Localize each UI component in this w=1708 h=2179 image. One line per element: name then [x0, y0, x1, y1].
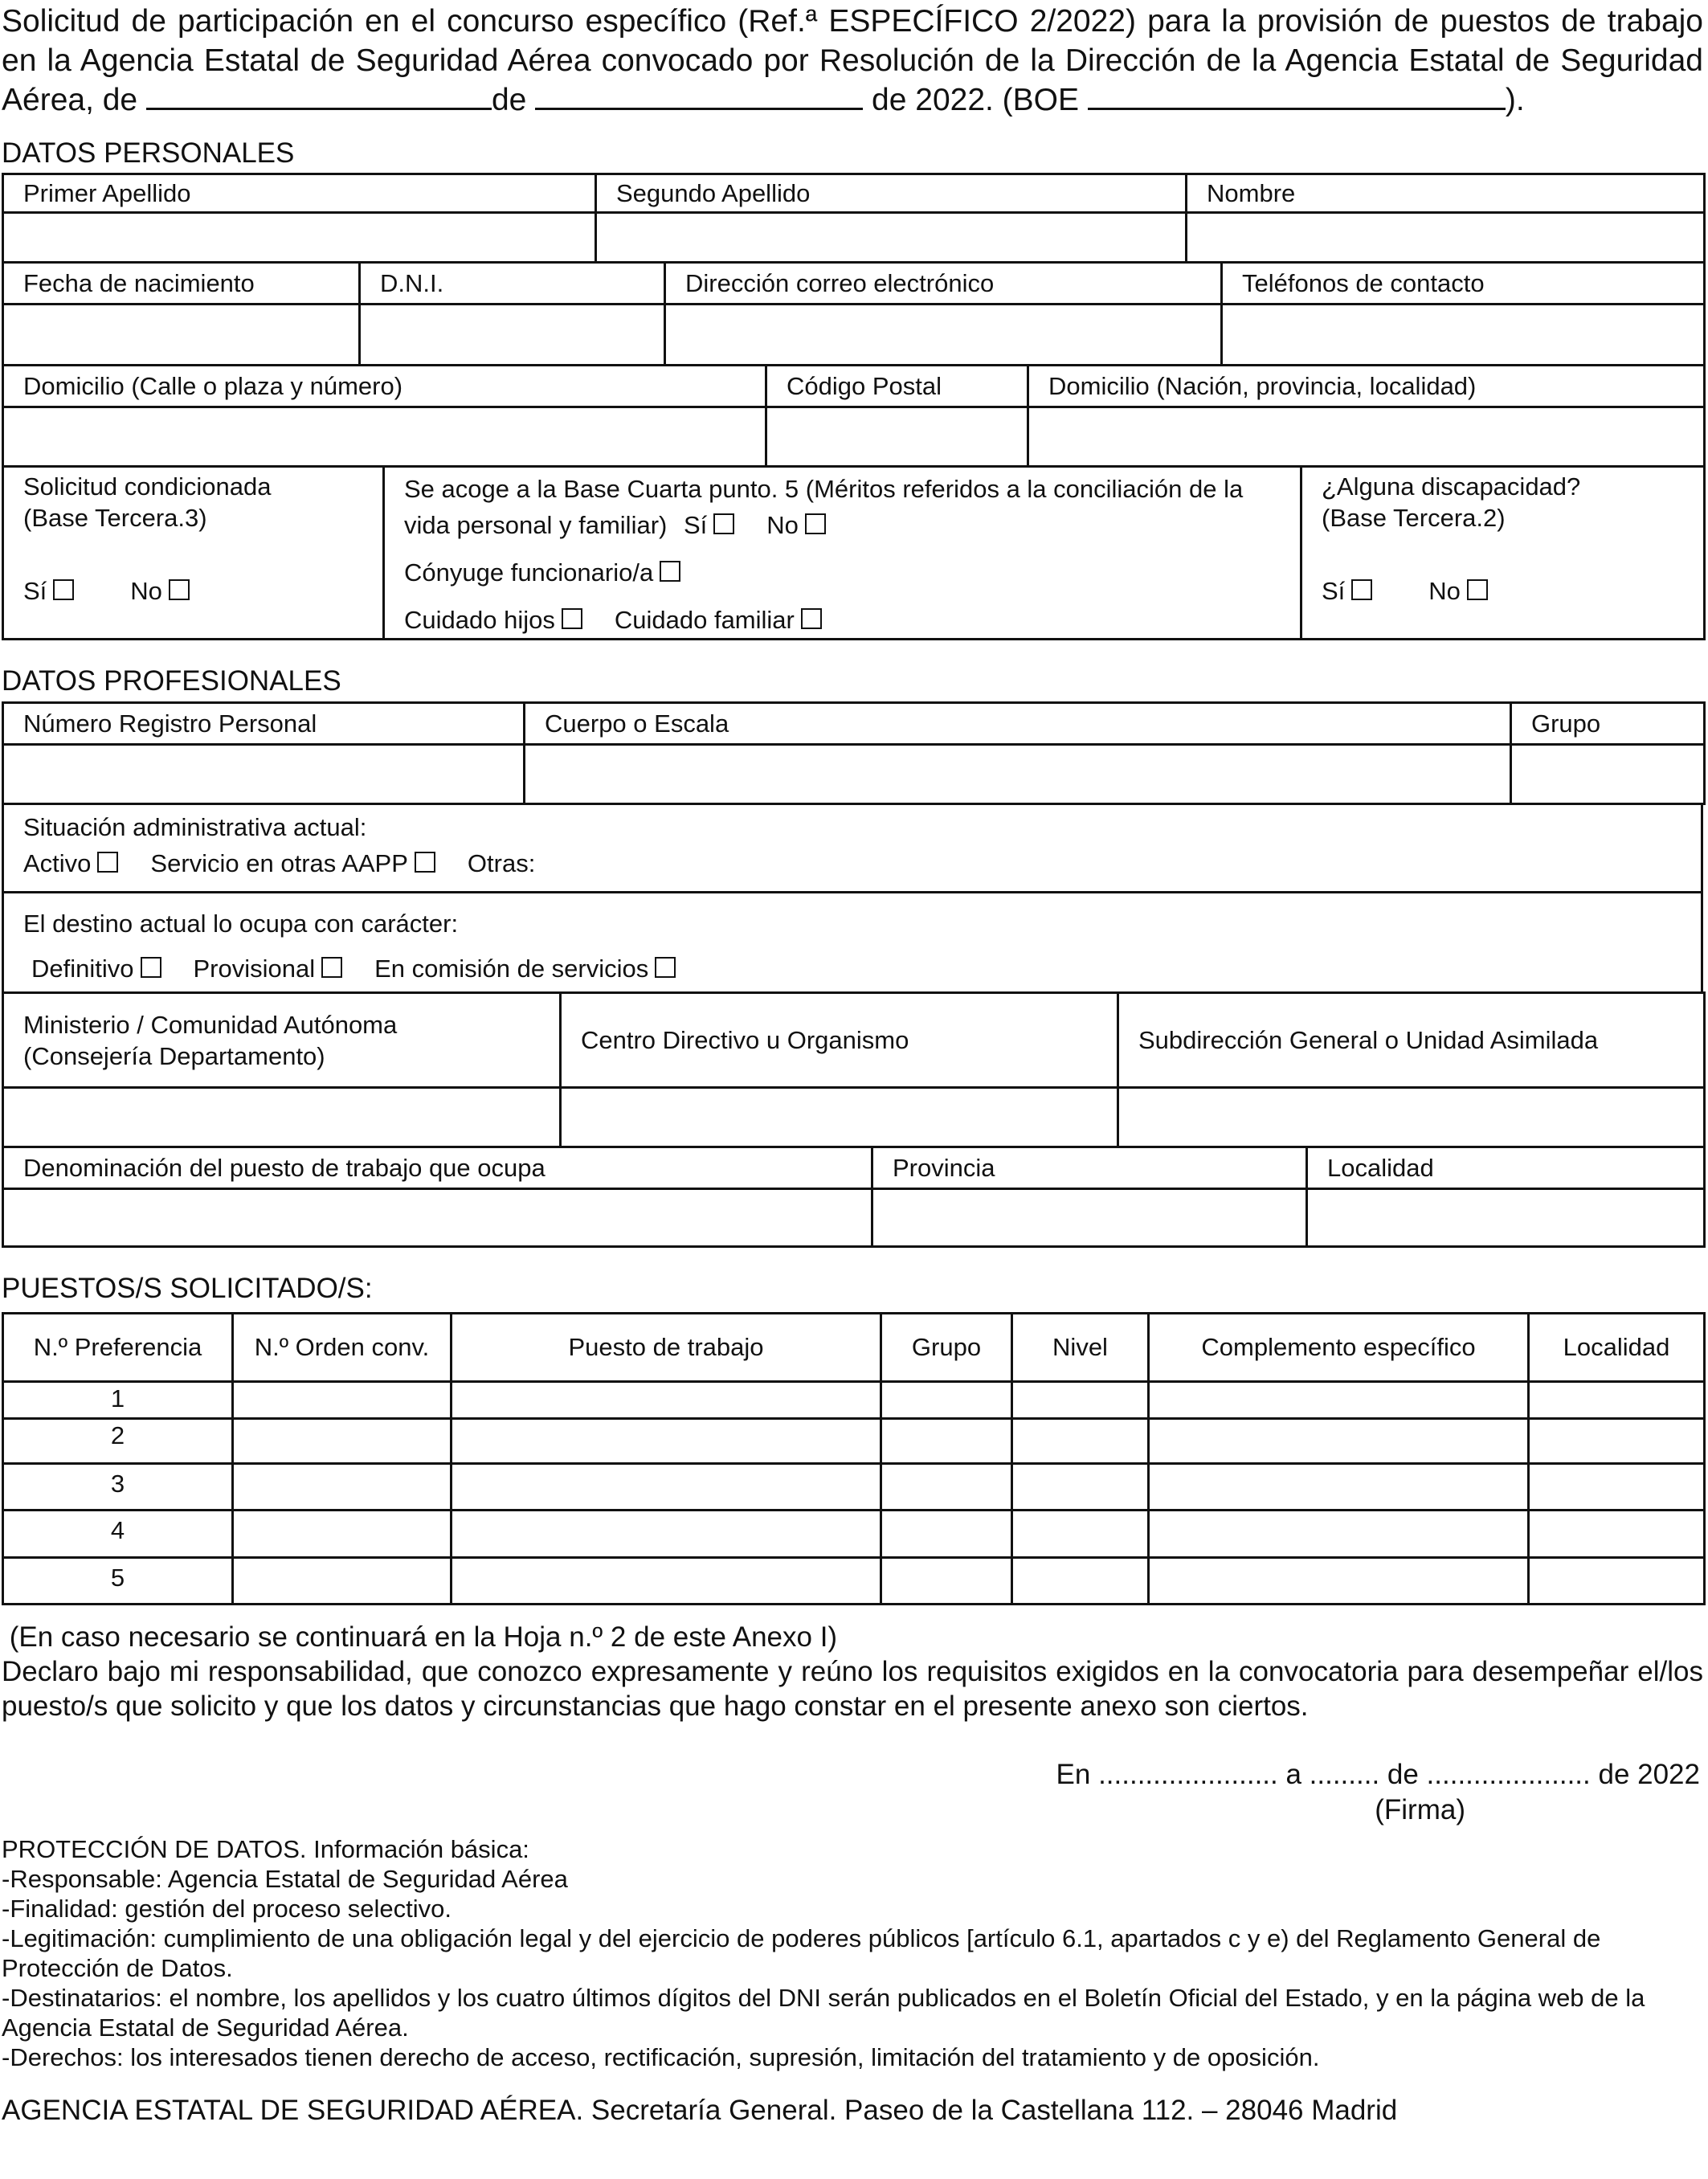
place-date-line[interactable]: En ....................... a ......... de ..................... de 2022: [1056, 1759, 1700, 1790]
condicionada-cell: [3, 467, 384, 640]
nivel-field[interactable]: [1012, 1511, 1149, 1558]
footer-address: AGENCIA ESTATAL DE SEGURIDAD AÉREA. Secretaría General. Paseo de la Castellana 112. – 28046 Madrid: [2, 2095, 1398, 2126]
dni-field[interactable]: [360, 305, 665, 366]
segundo-apellido-field[interactable]: [596, 213, 1187, 263]
localidad-field[interactable]: [1529, 1464, 1705, 1511]
otras-label: Otras:: [467, 849, 536, 877]
nombre-label: Nombre: [1187, 174, 1705, 213]
domicilio-nacion-label: Domicilio (Nación, provincia, localidad): [1028, 366, 1705, 407]
intro-close: ).: [1505, 83, 1525, 117]
proteccion-legitimacion: -Legitimación: cumplimiento de una obligación legal y del ejercicio de poderes públicos [artículo 6.1, apartados c y e) del Reglamento General de Protección de Datos.: [2, 1924, 1601, 1982]
grupo-field[interactable]: [1511, 745, 1705, 804]
base-cuarta-si-label: Sí: [683, 511, 708, 539]
activo-label: Activo: [23, 849, 92, 877]
nombre-field[interactable]: [1187, 213, 1705, 263]
comision-checkbox[interactable]: [655, 957, 676, 978]
preference-number: 5: [3, 1558, 233, 1605]
profesional-table-situacion: [2, 803, 1703, 994]
col-header: N.º Orden conv.: [233, 1314, 452, 1382]
section-heading-puestos: PUESTOS/S SOLICITADO/S:: [2, 1273, 373, 1304]
cuidado-hijos-label: Cuidado hijos: [404, 606, 555, 634]
discapacidad-si-checkbox[interactable]: [1351, 579, 1372, 600]
provincia-field[interactable]: [872, 1189, 1307, 1247]
firma-label: (Firma): [1375, 1794, 1465, 1825]
grupo-field[interactable]: [881, 1464, 1012, 1511]
situacion-cell: [3, 804, 1702, 893]
orden-field[interactable]: [233, 1511, 452, 1558]
nivel-field[interactable]: [1012, 1419, 1149, 1464]
proteccion-derechos: -Derechos: los interesados tienen derecho de acceso, rectificación, supresión, limitación del tratamiento y de oposición.: [2, 2043, 1320, 2071]
cuidado-hijos-checkbox[interactable]: [562, 608, 582, 629]
comision-label: En comisión de servicios: [374, 955, 649, 983]
puesto-field[interactable]: [452, 1558, 881, 1605]
complemento-field[interactable]: [1149, 1419, 1529, 1464]
nrp-field[interactable]: [3, 745, 525, 804]
declaration: Declaro bajo mi responsabilidad, que conozco expresamente y reúno los requisitos exigidos en la convocatoria para desempeñar el/los puesto/s que solicito y que los datos y circunstancias que hago constar en el presente anexo son ciertos.: [2, 1656, 1703, 1722]
table-row: [3, 1382, 1705, 1419]
fecha-nacimiento-label: Fecha de nacimiento: [3, 263, 360, 305]
complemento-field[interactable]: [1149, 1382, 1529, 1419]
grupo-field[interactable]: [881, 1382, 1012, 1419]
base-cuarta-no-checkbox[interactable]: [805, 513, 826, 534]
domicilio-nacion-field[interactable]: [1028, 407, 1705, 467]
orden-field[interactable]: [233, 1558, 452, 1605]
base-cuarta-si-checkbox[interactable]: [713, 513, 734, 534]
ministerio-cell: [3, 993, 561, 1088]
centro-label: Centro Directivo u Organismo: [561, 993, 1118, 1088]
email-field[interactable]: [665, 305, 1222, 366]
orden-field[interactable]: [233, 1419, 452, 1464]
resolution-month-blank[interactable]: [535, 82, 863, 110]
discapacidad-label: ¿Alguna discapacidad?: [1322, 472, 1581, 501]
preference-number: 2: [3, 1419, 233, 1464]
localidad-field[interactable]: [1529, 1511, 1705, 1558]
personal-table-row3: [2, 364, 1706, 468]
puestos-header-row: [3, 1314, 1705, 1382]
signature-block: [2, 1757, 1703, 1828]
activo-checkbox[interactable]: [97, 852, 118, 873]
situacion-label: Situación administrativa actual:: [23, 813, 367, 841]
personal-table-row1: [2, 173, 1706, 264]
grupo-field[interactable]: [881, 1511, 1012, 1558]
primer-apellido-label: Primer Apellido: [3, 174, 596, 213]
intro-de: de: [491, 83, 527, 117]
servicio-aapp-label: Servicio en otras AAPP: [150, 849, 408, 877]
discapacidad-no-label: No: [1428, 577, 1461, 605]
ministerio-label: Ministerio / Comunidad Autónoma: [23, 1010, 398, 1039]
complemento-field[interactable]: [1149, 1464, 1529, 1511]
telefonos-field[interactable]: [1222, 305, 1705, 366]
provisional-checkbox[interactable]: [321, 957, 342, 978]
col-header: Puesto de trabajo: [452, 1314, 881, 1382]
grupo-field[interactable]: [881, 1558, 1012, 1605]
email-label: Dirección correo electrónico: [665, 263, 1222, 305]
col-header: Localidad: [1529, 1314, 1705, 1382]
subdireccion-label: Subdirección General o Unidad Asimilada: [1118, 993, 1705, 1088]
grupo-field[interactable]: [881, 1419, 1012, 1464]
codigo-postal-field[interactable]: [766, 407, 1028, 467]
cuidado-familiar-checkbox[interactable]: [801, 608, 822, 629]
discapacidad-cell: [1301, 467, 1705, 640]
table-row: [3, 1419, 1705, 1464]
denominacion-field[interactable]: [3, 1189, 872, 1247]
orden-field[interactable]: [233, 1382, 452, 1419]
condicionada-label: Solicitud condicionada: [23, 472, 272, 501]
conyuge-label: Cónyuge funcionario/a: [404, 558, 654, 587]
base-cuarta-label-2: vida personal y familiar): [404, 511, 668, 539]
puesto-field[interactable]: [452, 1382, 881, 1419]
domicilio-calle-field[interactable]: [3, 407, 766, 467]
col-header: Nivel: [1012, 1314, 1149, 1382]
section-heading-personal: DATOS PERSONALES: [2, 137, 295, 169]
destino-label: El destino actual lo ocupa con carácter:: [23, 910, 459, 938]
conyuge-checkbox[interactable]: [660, 561, 680, 582]
segundo-apellido-label: Segundo Apellido: [596, 174, 1187, 213]
localidad-field[interactable]: [1529, 1558, 1705, 1605]
profesional-table-puesto: [2, 1146, 1706, 1248]
complemento-field[interactable]: [1149, 1558, 1529, 1605]
resolution-day-blank[interactable]: [146, 82, 492, 110]
centro-field[interactable]: [561, 1088, 1118, 1147]
base-cuarta-cell: [384, 467, 1301, 640]
cuerpo-label: Cuerpo o Escala: [525, 703, 1511, 745]
proteccion-title: PROTECCIÓN DE DATOS. Información básica:: [2, 1835, 529, 1863]
puestos-table: [2, 1312, 1706, 1605]
profesional-table-organismo: [2, 991, 1706, 1148]
orden-field[interactable]: [233, 1464, 452, 1511]
personal-table-row4: [2, 465, 1706, 640]
table-row: [3, 1511, 1705, 1558]
intro-text: Solicitud de participación en el concurso específico (Ref.ª ESPECÍFICO 2/2022) para la provisión de puestos de trabajo en la Agencia Estatal de Seguridad Aérea convocado por Resolución de la Dirección de la Agencia Estatal de Seguridad Aérea, de: [2, 4, 1703, 117]
proteccion-destinatarios: -Destinatarios: el nombre, los apellidos y los cuatro últimos dígitos del DNI serán publicados en el Boletín Oficial del Estado, y en la página web de la Agencia Estatal de Seguridad Aérea.: [2, 1984, 1645, 2042]
nivel-field[interactable]: [1012, 1382, 1149, 1419]
col-header: Grupo: [881, 1314, 1012, 1382]
codigo-postal-label: Código Postal: [766, 366, 1028, 407]
application-form: [2, 0, 1703, 2127]
nrp-label: Número Registro Personal: [3, 703, 525, 745]
col-header: N.º Preferencia: [3, 1314, 233, 1382]
puesto-field[interactable]: [452, 1464, 881, 1511]
ministerio-field[interactable]: [3, 1088, 561, 1147]
provisional-label: Provisional: [193, 955, 316, 983]
primer-apellido-field[interactable]: [3, 213, 596, 263]
nivel-field[interactable]: [1012, 1558, 1149, 1605]
col-header: Complemento específico: [1149, 1314, 1529, 1382]
cuerpo-field[interactable]: [525, 745, 1511, 804]
complemento-field[interactable]: [1149, 1511, 1529, 1558]
condicionada-si-label: Sí: [23, 577, 47, 605]
puesto-field[interactable]: [452, 1511, 881, 1558]
nivel-field[interactable]: [1012, 1464, 1149, 1511]
puesto-field[interactable]: [452, 1419, 881, 1464]
boe-blank[interactable]: [1088, 82, 1506, 110]
definitivo-checkbox[interactable]: [141, 957, 161, 978]
proteccion-datos: [2, 1834, 1703, 2072]
localidad-field[interactable]: [1307, 1189, 1705, 1247]
telefonos-label: Teléfonos de contacto: [1222, 263, 1705, 305]
section-heading-profesional: DATOS PROFESIONALES: [2, 665, 341, 697]
discapacidad-no-checkbox[interactable]: [1467, 579, 1488, 600]
localidad-field[interactable]: [1529, 1419, 1705, 1464]
domicilio-calle-label: Domicilio (Calle o plaza y número): [3, 366, 766, 407]
personal-table-row2: [2, 261, 1706, 366]
subdireccion-field[interactable]: [1118, 1088, 1705, 1147]
discapacidad-si-label: Sí: [1322, 577, 1346, 605]
intro-year: de 2022. (BOE: [863, 83, 1088, 117]
continuation-note: (En caso necesario se continuará en la Hoja n.º 2 de este Anexo I): [2, 1621, 838, 1653]
condicionada-no-label: No: [130, 577, 162, 605]
condicionada-si-checkbox[interactable]: [53, 579, 74, 600]
dni-label: D.N.I.: [360, 263, 665, 305]
grupo-label: Grupo: [1511, 703, 1705, 745]
base-cuarta-label: Se acoge a la Base Cuarta punto. 5 (Méritos referidos a la conciliación de la: [404, 475, 1244, 503]
servicio-aapp-checkbox[interactable]: [415, 852, 435, 873]
fecha-nacimiento-field[interactable]: [3, 305, 360, 366]
table-row: [3, 1558, 1705, 1605]
localidad-field[interactable]: [1529, 1382, 1705, 1419]
denominacion-label: Denominación del puesto de trabajo que ocupa: [3, 1147, 872, 1189]
discapacidad-base: (Base Tercera.2): [1322, 504, 1506, 532]
destino-cell: [3, 893, 1702, 993]
localidad-label: Localidad: [1307, 1147, 1705, 1189]
cuidado-familiar-label: Cuidado familiar: [614, 606, 795, 634]
preference-number: 1: [3, 1382, 233, 1419]
proteccion-finalidad: -Finalidad: gestión del proceso selectivo.: [2, 1895, 452, 1923]
intro-paragraph: [2, 0, 1703, 120]
definitivo-label: Definitivo: [31, 955, 134, 983]
proteccion-responsable: -Responsable: Agencia Estatal de Seguridad Aérea: [2, 1865, 568, 1893]
condicionada-base: (Base Tercera.3): [23, 504, 207, 532]
provincia-label: Provincia: [872, 1147, 1307, 1189]
condicionada-no-checkbox[interactable]: [169, 579, 190, 600]
preference-number: 3: [3, 1464, 233, 1511]
ministerio-sublabel: (Consejería Departamento): [23, 1041, 325, 1070]
preference-number: 4: [3, 1511, 233, 1558]
table-row: [3, 1464, 1705, 1511]
profesional-table-row1: [2, 701, 1706, 805]
base-cuarta-no-label: No: [766, 511, 799, 539]
